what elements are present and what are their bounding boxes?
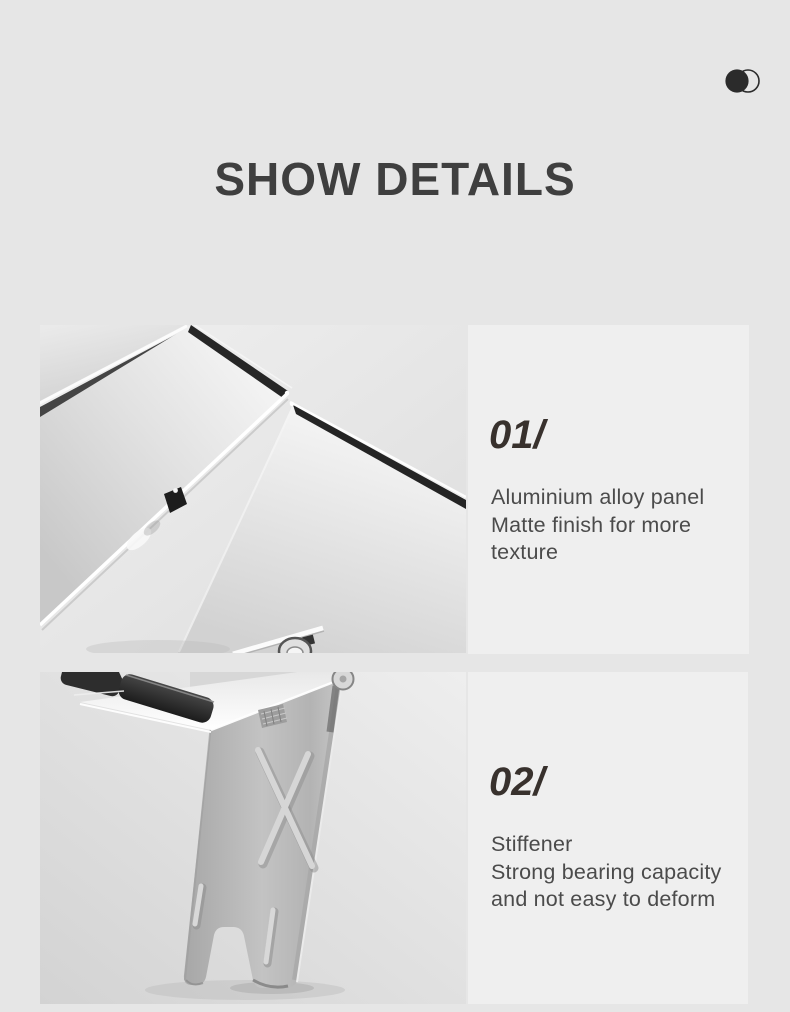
section-text-line: Strong bearing capacity	[491, 859, 722, 884]
section-text-line: Stiffener	[491, 832, 573, 856]
section-number: 02/	[489, 760, 545, 804]
section-text-line: texture	[491, 540, 559, 564]
hinge-bolt	[333, 672, 354, 690]
detail-panel-1	[468, 325, 749, 654]
aluminium-panel-photo	[40, 325, 466, 653]
section-text-line: Aluminium alloy panel	[491, 485, 705, 509]
section-text	[491, 831, 748, 914]
eclipse-icon	[712, 62, 762, 100]
section-text-line: and not easy to deform	[491, 887, 716, 911]
stiffener-leg-photo	[40, 672, 466, 1004]
page-title: SHOW DETAILS	[214, 153, 576, 205]
section-text-line: Matte finish for more	[491, 512, 692, 537]
section-text	[491, 484, 749, 567]
section-number: 01/	[489, 413, 545, 457]
detail-panel-2	[468, 672, 748, 1004]
product-photo-aluminium-panel	[40, 325, 466, 653]
product-photo-stiffener-leg	[40, 672, 466, 1004]
